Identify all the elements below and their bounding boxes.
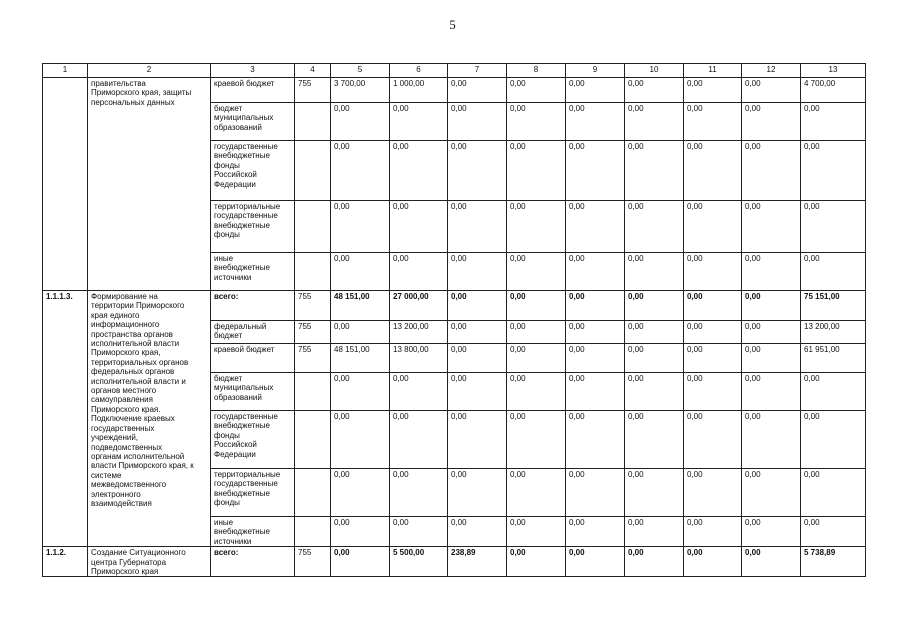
value-cell: 0,00 [507,469,566,517]
value-cell: 0,00 [742,78,801,103]
value-cell: 0,00 [801,411,866,469]
value-cell: 13 200,00 [801,321,866,344]
value-cell: 0,00 [507,141,566,201]
value-cell: 0,00 [331,321,390,344]
header-cell: 7 [448,64,507,78]
value-cell: 5 738,89 [801,547,866,577]
value-cell: 0,00 [742,103,801,141]
value-cell: 13 200,00 [390,321,448,344]
value-cell: 0,00 [742,547,801,577]
header-cell: 6 [390,64,448,78]
value-cell: 0,00 [566,469,625,517]
budget-code [295,103,331,141]
value-cell: 0,00 [507,517,566,547]
value-cell: 0,00 [331,547,390,577]
value-cell: 0,00 [331,201,390,253]
header-cell: 5 [331,64,390,78]
value-cell: 0,00 [625,547,684,577]
value-cell: 0,00 [625,344,684,373]
header-cell: 9 [566,64,625,78]
value-cell: 0,00 [331,469,390,517]
value-cell: 0,00 [625,253,684,291]
value-cell: 13 800,00 [390,344,448,373]
page-number: 5 [449,17,456,32]
value-cell: 0,00 [390,411,448,469]
value-cell: 0,00 [507,321,566,344]
funding-source: государственные внебюджетные фонды Российской Федерации [211,141,295,201]
budget-code: 755 [295,78,331,103]
value-cell: 0,00 [331,411,390,469]
value-cell: 75 151,00 [801,291,866,321]
funding-source: бюджет муниципальных образований [211,103,295,141]
value-cell: 0,00 [448,103,507,141]
value-cell: 0,00 [742,291,801,321]
item-code [43,78,88,291]
value-cell: 0,00 [566,411,625,469]
value-cell: 0,00 [566,78,625,103]
header-cell: 10 [625,64,684,78]
funding-source: бюджет муниципальных образований [211,373,295,411]
funding-source: краевой бюджет [211,78,295,103]
value-cell: 0,00 [507,78,566,103]
value-cell: 0,00 [566,253,625,291]
value-cell: 0,00 [448,373,507,411]
value-cell: 0,00 [801,141,866,201]
value-cell: 0,00 [566,373,625,411]
budget-table [42,63,866,577]
value-cell: 0,00 [448,291,507,321]
header-row [43,64,866,78]
value-cell: 0,00 [684,469,742,517]
item-code: 1.1.2. [43,547,88,577]
value-cell: 0,00 [566,141,625,201]
value-cell: 3 700,00 [331,78,390,103]
value-cell: 0,00 [742,253,801,291]
value-cell: 0,00 [625,373,684,411]
header-cell: 2 [88,64,211,78]
value-cell: 0,00 [566,103,625,141]
header-cell: 3 [211,64,295,78]
header-cell: 13 [801,64,866,78]
value-cell: 0,00 [742,344,801,373]
budget-code: 755 [295,547,331,577]
table-row [43,78,866,103]
funding-source: федеральный бюджет [211,321,295,344]
header-cell: 4 [295,64,331,78]
value-cell: 0,00 [448,517,507,547]
value-cell: 0,00 [390,201,448,253]
budget-code: 755 [295,344,331,373]
budget-code: 755 [295,291,331,321]
value-cell: 0,00 [331,141,390,201]
value-cell: 0,00 [448,253,507,291]
value-cell: 0,00 [625,103,684,141]
value-cell: 0,00 [742,517,801,547]
budget-code [295,411,331,469]
value-cell: 0,00 [684,201,742,253]
value-cell: 0,00 [448,411,507,469]
value-cell: 0,00 [507,291,566,321]
budget-code [295,373,331,411]
value-cell: 0,00 [801,517,866,547]
table-row [43,547,866,577]
value-cell: 0,00 [507,373,566,411]
header-cell: 1 [43,64,88,78]
value-cell: 0,00 [566,201,625,253]
item-name: Создание Ситуационного центра Губернатора Приморского края [88,547,211,577]
value-cell: 0,00 [390,469,448,517]
funding-source: государственные внебюджетные фонды Российской Федерации [211,411,295,469]
value-cell: 61 951,00 [801,344,866,373]
table-row [43,291,866,321]
value-cell: 0,00 [448,321,507,344]
value-cell: 0,00 [684,253,742,291]
value-cell: 0,00 [684,291,742,321]
value-cell: 1 000,00 [390,78,448,103]
value-cell: 0,00 [448,469,507,517]
value-cell: 238,89 [448,547,507,577]
value-cell: 0,00 [801,103,866,141]
value-cell: 0,00 [684,321,742,344]
value-cell: 0,00 [742,411,801,469]
value-cell: 0,00 [448,141,507,201]
value-cell: 0,00 [331,103,390,141]
value-cell: 48 151,00 [331,344,390,373]
value-cell: 0,00 [625,469,684,517]
value-cell: 0,00 [742,201,801,253]
value-cell: 0,00 [507,547,566,577]
value-cell: 0,00 [742,321,801,344]
header-cell: 8 [507,64,566,78]
value-cell: 0,00 [331,517,390,547]
funding-source: иные внебюджетные источники [211,517,295,547]
funding-source: краевой бюджет [211,344,295,373]
value-cell: 27 000,00 [390,291,448,321]
value-cell: 0,00 [742,469,801,517]
item-code: 1.1.1.3. [43,291,88,547]
value-cell: 0,00 [684,344,742,373]
budget-code [295,469,331,517]
funding-source: иные внебюджетные источники [211,253,295,291]
value-cell: 0,00 [625,78,684,103]
value-cell: 0,00 [390,103,448,141]
value-cell: 0,00 [448,344,507,373]
value-cell: 0,00 [801,373,866,411]
value-cell: 0,00 [625,141,684,201]
value-cell: 0,00 [625,201,684,253]
header-cell: 12 [742,64,801,78]
value-cell: 0,00 [684,373,742,411]
budget-code [295,517,331,547]
value-cell: 0,00 [684,141,742,201]
value-cell: 0,00 [331,373,390,411]
budget-code [295,141,331,201]
value-cell: 0,00 [625,517,684,547]
value-cell: 0,00 [625,321,684,344]
header-cell: 11 [684,64,742,78]
funding-source: всего: [211,547,295,577]
value-cell: 0,00 [507,103,566,141]
budget-code [295,253,331,291]
value-cell: 0,00 [390,373,448,411]
value-cell: 48 151,00 [331,291,390,321]
value-cell: 0,00 [742,373,801,411]
value-cell: 0,00 [566,517,625,547]
value-cell: 0,00 [390,253,448,291]
value-cell: 0,00 [507,253,566,291]
budget-code: 755 [295,321,331,344]
value-cell: 0,00 [566,547,625,577]
value-cell: 0,00 [684,517,742,547]
value-cell: 0,00 [684,103,742,141]
funding-source: территориальные государственные внебюджетные фонды [211,201,295,253]
budget-code [295,201,331,253]
value-cell: 0,00 [801,201,866,253]
value-cell: 0,00 [566,344,625,373]
funding-source: всего: [211,291,295,321]
value-cell: 0,00 [448,78,507,103]
value-cell: 0,00 [331,253,390,291]
value-cell: 4 700,00 [801,78,866,103]
value-cell: 0,00 [625,291,684,321]
value-cell: 0,00 [684,78,742,103]
value-cell: 0,00 [742,141,801,201]
value-cell: 0,00 [390,517,448,547]
value-cell: 0,00 [507,201,566,253]
value-cell: 0,00 [684,547,742,577]
value-cell: 0,00 [801,469,866,517]
value-cell: 0,00 [390,141,448,201]
value-cell: 0,00 [625,411,684,469]
value-cell: 0,00 [507,344,566,373]
value-cell: 0,00 [507,411,566,469]
value-cell: 0,00 [684,411,742,469]
value-cell: 5 500,00 [390,547,448,577]
value-cell: 0,00 [566,321,625,344]
value-cell: 0,00 [448,201,507,253]
item-name: правительства Приморского края, защиты персональных данных [88,78,211,291]
item-name: Формирование на территории Приморского края единого информационного пространства органов исполнительной власти Приморского края, территориальных органов федеральных органов исполнительной власти и органов местного самоуправления Приморского края. Подключение краевых государственных учреждений, подведомственных органам исполнительной власти Приморского края, к системе межведомственного электронного взаимодействия [88,291,211,547]
value-cell: 0,00 [566,291,625,321]
funding-source: территориальные государственные внебюджетные фонды [211,469,295,517]
value-cell: 0,00 [801,253,866,291]
